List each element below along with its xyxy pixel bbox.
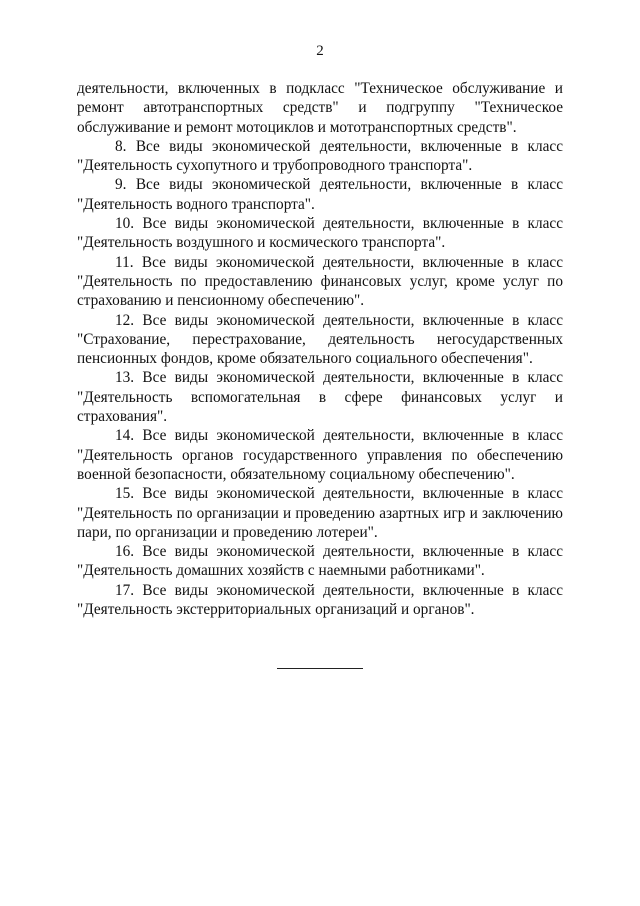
paragraph-item-17: 17. Все виды экономической деятельности, включенные в класс "Деятельность экстерриториальных организаций и органов". <box>77 581 563 619</box>
paragraph-item-12: 12. Все виды экономической деятельности, включенные в класс "Страхование, перестрахование, деятельность негосударственных пенсионных фондов, кроме обязательного социального обеспечения". <box>77 311 563 368</box>
paragraph-item-13: 13. Все виды экономической деятельности, включенные в класс "Деятельность вспомогательная в сфере финансовых услуг и страхования". <box>77 369 563 426</box>
document-body <box>77 79 563 619</box>
paragraph-item-10: 10. Все виды экономической деятельности, включенные в класс "Деятельность воздушного и космического транспорта". <box>77 215 563 252</box>
end-divider-line <box>277 668 363 669</box>
paragraph-item-16: 16. Все виды экономической деятельности, включенные в класс "Деятельность домашних хозяйств с наемными работниками". <box>77 543 563 580</box>
paragraph-item-9: 9. Все виды экономической деятельности, включенные в класс "Деятельность водного транспорта". <box>77 176 563 213</box>
paragraph-item-8: 8. Все виды экономической деятельности, включенные в класс "Деятельность сухопутного и трубопроводного транспорта". <box>77 137 563 175</box>
paragraph-continuation: деятельности, включенных в подкласс "Техническое обслуживание и ремонт автотранспортных средств" и подгруппу "Техническое обслуживание и ремонт мотоциклов и мототранспортных средств". <box>77 80 563 136</box>
paragraph-item-11: 11. Все виды экономической деятельности, включенные в класс "Деятельность по предоставлению финансовых услуг, кроме услуг по страхованию и пенсионному обеспечению". <box>77 253 563 310</box>
paragraph-item-15: 15. Все виды экономической деятельности, включенные в класс "Деятельность по организации и проведению азартных игр и заключению пари, по организации и проведению лотереи". <box>77 485 563 541</box>
page-number: 2 <box>316 43 324 59</box>
paragraph-item-14: 14. Все виды экономической деятельности, включенные в класс "Деятельность органов государственного управления по обеспечению военной безопасности, обязательному социальному обеспечению". <box>77 427 563 483</box>
